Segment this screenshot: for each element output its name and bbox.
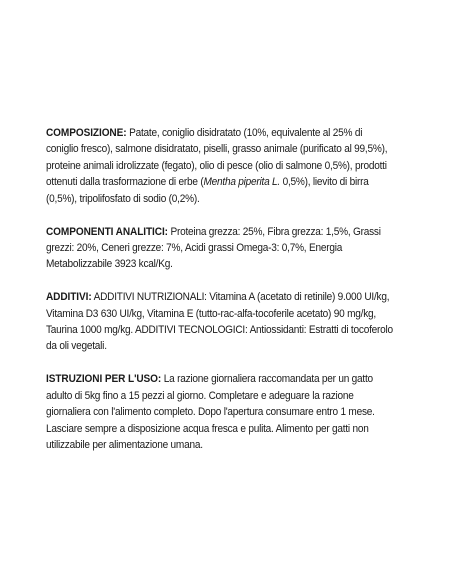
instructions-text: La razione giornaliera raccomandata per un gatto adulto di 5kg fino a 15 pezzi al giorno. Completare e adeguare la razione giornaliera con l'alimento completo. Dopo l'apertura consumare entro 1 mese. Lasciare sempre a disposizione acqua fresca e pulita. Alimento per gatti non utilizzabile per alimentazione umana. — [46, 373, 375, 451]
instructions-section — [46, 371, 395, 453]
analytical-components-heading: COMPONENTI ANALITICI: — [46, 225, 168, 238]
composition-italic-herb: Mentha piperita L. — [203, 176, 281, 189]
instructions-heading: ISTRUZIONI PER L'USO: — [46, 373, 162, 386]
analytical-components-text: Proteina grezza: 25%, Fibra grezza: 1,5%, Grassi grezzi: 20%, Ceneri grezze: 7%, Acidi grassi Omega-3: 0,7%, Energia Metabolizzabile 3923 kcal/Kg. — [46, 225, 381, 271]
product-label-text — [46, 125, 393, 470]
additives-heading: ADDITIVI: — [46, 291, 92, 304]
composition-text: Patate, coniglio disidratato (10%, equivalente al 25% di coniglio fresco), salmone disidratato, piselli, grasso animale (purificato al 99,5%), proteine animali idrolizzate (fegato), olio di pesce (olio di salmone 0,5%), prodotti ottenuti dalla trasformazione di erbe ( — [46, 127, 388, 189]
composition-section — [46, 125, 395, 207]
additives-text: ADDITIVI NUTRIZIONALI: Vitamina A (acetato di retinile) 9.000 UI/kg, Vitamina D3 630 UI/kg, Vitamina E (tutto-rac-alfa-tocoferile acetato) 90 mg/kg, Taurina 1000 mg/kg. ADDITIVI TECNOLOGICI: Antiossidanti: Estratti di tocoferolo da oli vegetali. — [46, 291, 393, 353]
additives-section — [46, 289, 395, 355]
composition-heading: COMPOSIZIONE: — [46, 127, 127, 139]
composition-text-end: 0,5%), lievito di birra (0,5%), tripolifosfato di sodio (0,2%). — [46, 176, 369, 205]
analytical-components-section — [46, 224, 395, 273]
